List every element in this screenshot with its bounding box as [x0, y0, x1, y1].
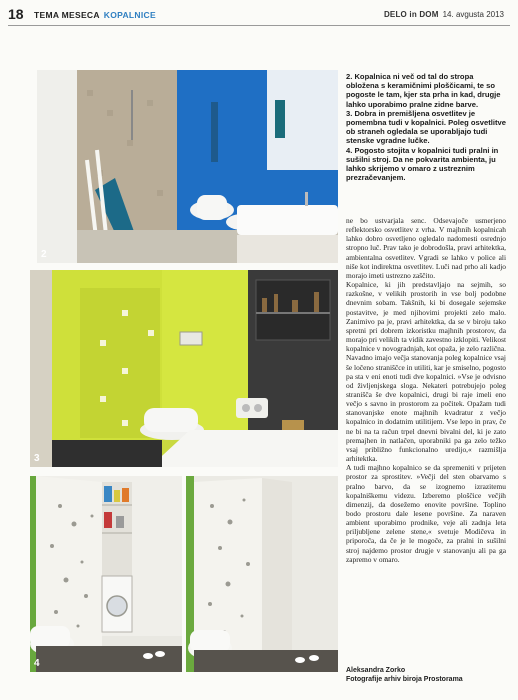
article-paragraph: ne bo ustvarjala senc. Odsevajoče usmerjeno reflektorsko osvetlitev z vrha. V majhnih kopalnicah lahko dobro osvetljeno ogledalo nadomesti osrednjo stropno luč. Prav tako je dobrodošla, pravi arhitektka, ambientalna osvetlitev. Vgradi se lahko v police ali niše kot indirektna osvetlitev. Luči nad prho ali kadjo morajo imeti ustrezno zaščito.	[346, 216, 506, 280]
article-body	[346, 216, 506, 661]
photo-bathroom-lime-wall	[30, 270, 338, 467]
magazine-title: DELO in DOM	[383, 10, 439, 19]
photo-2-illustration	[37, 70, 338, 263]
caption-photo-4: 4. Pogosto stojita v kopalnici tudi pralni in sušilni stroj. Da ne pokvarita ambienta, ju lahko skrijemo v omaro z ustreznim prezračevanjem.	[346, 145, 499, 183]
header-divider	[8, 25, 510, 26]
issue-date: 14. avgusta 2013	[442, 10, 504, 19]
section-title	[34, 10, 156, 20]
subsection-label: KOPALNICE	[103, 10, 156, 20]
author-name: Aleksandra Zorko	[346, 667, 406, 674]
photo-bathroom-laundry-cabinet	[30, 476, 338, 672]
photo-3-illustration	[30, 270, 338, 467]
photo-4-illustration	[30, 476, 338, 672]
photo-number: 3	[34, 453, 40, 464]
article-paragraph: Kopalnice, ki jih predstavljajo na sejmih, so razkošne, v velikih prostorih in vse bolj podobne dnevnim sobam. Takšnih, ki bi dosegale sejemske postavitve, je med njihovimi projekti zelo malo. Zanimivo pa je, pravi arhitektka, da se v biroju tako spretni pri dobrem izkoristku majhnih prostorov, da morajo pri velikih ta vidik zavestno izklopiti. Velikost kopalnice v novogradnjah, kot opaža, je zelo različna. Navadno imajo večja stanovanja poleg kopalnice vsaj še ločeno straniščce in utiliti, kar je smiselno, pogosto pa sta v eni enoti tudi dve kopalnici. »Vse je odvisno od življenjskega sloga. Nekateri potrebujejo poleg stranišča še dve kopalnici, drugi bi raje imeli eno večjo s savno in prostorom za počitek. Opažam tudi stanovanjske enote majhnih kvadratur z večjo kopalnico in dodatnim utilitijem. Vse lepo in prav, če ne bi na ta račun trpel dnevni bivalni del, ki je zato premajhen in natlačen, uporabniki pa ga zelo težko vsaj približno funkcionalno uredijo,« razmišlja arhitektka.	[346, 280, 506, 464]
photo-bathroom-blue-wall	[37, 70, 338, 263]
caption-photo-3: 3. Dobra in premišljena osvetlitev je pomembna tudi v kopalnici. Poleg osvetlitve ob straneh ogledala se uporabljajo tudi stenske vgradne lučke.	[346, 108, 506, 146]
photo-credit: Fotografije arhiv biroja Prostorama	[346, 676, 463, 683]
caption-photo-2: 2. Kopalnica ni več od tal do stropa obložena s keramičnimi ploščicami, te so pogoste le tam, kjer sta prha in kad, drugje lahko uporabimo pralne zidne barve.	[346, 72, 501, 109]
magazine-info	[384, 10, 504, 19]
photo-number: 4	[34, 658, 40, 669]
byline	[346, 666, 508, 684]
page-number: 18	[8, 6, 24, 22]
article-paragraph: A tudi majhno kopalnico se da spremeniti v prijeten prostor za sprostitev. »Večji del sten obarvamo s pralno barvo, da se izognemo izrazitemu kopalniškemu videzu. Izberemo ploščice večjih dimenzij, da dosežemo enovite površine. Toplino bodo prostoru dale lesene površine. Za naraven ambient uporabimo prodnike, veje ali zadnja leta priljubljene zelene stene,« svetuje Modičeva in priporoča, da če je le mogoče, za pralni in sušilni stroj najdemo prostor drugje v stanovanju ali pa ga zapremo v omaro.	[346, 463, 506, 564]
photo-number: 2	[41, 249, 47, 260]
section-label: TEMA MESECA	[34, 10, 100, 20]
photo-captions	[346, 72, 508, 182]
